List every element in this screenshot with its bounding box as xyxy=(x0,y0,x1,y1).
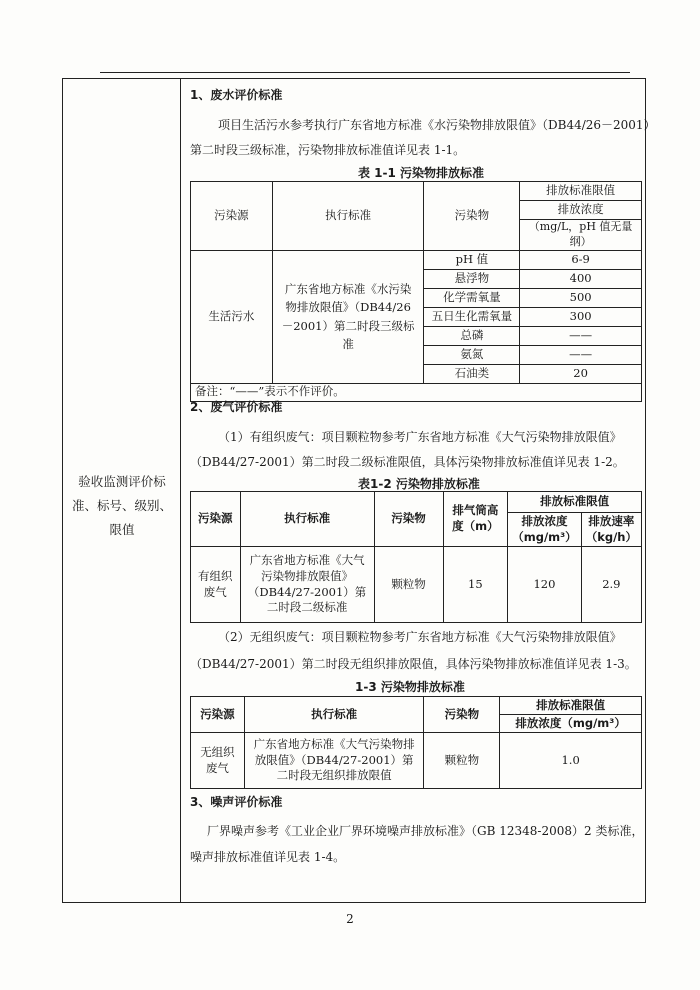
table-cell-standard: 广东省地方标准《大气污染物排放限值》（DB44/27-2001）第二时段二级标准 xyxy=(240,547,374,623)
header-rule xyxy=(100,72,630,73)
table-header-standard: 执行标准 xyxy=(244,697,424,733)
table-cell-value: 6-9 xyxy=(520,250,642,269)
table-header-stack-height: 排气筒高度（m） xyxy=(443,492,508,547)
table-cell-pollutant: 颗粒物 xyxy=(374,547,443,623)
section-2-paragraph-line4: （DB44/27-2001）第二时段无组织排放限值，具体污染物排放标准值详见表 1-3。 xyxy=(190,657,637,671)
table-header-source: 污染源 xyxy=(191,697,245,733)
table-header-concentration: 排放浓度（mg/m³） xyxy=(508,513,581,547)
section-3-paragraph-line2: 噪声排放标准值详见表 1-4。 xyxy=(190,850,346,864)
table-cell-source: 有组织废气 xyxy=(191,547,241,623)
table-1-3-caption: 1-3 污染物排放标准 xyxy=(355,680,465,694)
table-cell-pollutant: 石油类 xyxy=(424,364,520,383)
table-cell-value: 300 xyxy=(520,307,642,326)
table-cell-value: 400 xyxy=(520,269,642,288)
page-number: 2 xyxy=(346,912,354,926)
table-1-1-caption: 表 1-1 污染物排放标准 xyxy=(358,166,485,180)
section-2-heading: 2、废气评价标准 xyxy=(190,400,283,414)
table-cell-pollutant: 五日生化需氧量 xyxy=(424,307,520,326)
table-1-2 xyxy=(190,491,642,623)
table-header-rate: 排放速率（kg/h） xyxy=(581,513,641,547)
table-header-pollutant: 污染物 xyxy=(424,697,500,733)
table-header-unit: （mg/L，pH 值无量纲） xyxy=(520,220,642,251)
table-header-concentration: 排放浓度 xyxy=(520,201,642,220)
table-cell-value: —— xyxy=(520,345,642,364)
section-2-paragraph-line2: （DB44/27-2001）第二时段二级标准限值，具体污染物排放标准值详见表 1-2。 xyxy=(190,455,625,469)
table-header-standard: 执行标准 xyxy=(272,182,424,251)
table-cell-height: 15 xyxy=(443,547,508,623)
table-note: 备注：“——”表示不作评价。 xyxy=(191,383,642,401)
table-header-limit: 排放标准限值 xyxy=(500,697,642,715)
table-header-source: 污染源 xyxy=(191,182,273,251)
table-cell-pollutant: 颗粒物 xyxy=(424,733,500,789)
table-cell-standard: 广东省地方标准《水污染物排放限值》（DB44/26－2001）第二时段三级标准 xyxy=(272,250,424,383)
table-header-limit: 排放标准限值 xyxy=(520,182,642,201)
section-1-paragraph-line1: 项目生活污水参考执行广东省地方标准《水污染物排放限值》（DB44/26－2001） xyxy=(218,118,656,132)
table-header-source: 污染源 xyxy=(191,492,241,547)
row-label: 验收监测评价标准、标号、级别、限值 xyxy=(71,474,172,537)
section-1-paragraph-line2: 第二时段三级标准，污染物排放标准值详见表 1-1。 xyxy=(190,143,466,157)
table-cell-value: —— xyxy=(520,326,642,345)
table-cell-source: 生活污水 xyxy=(191,250,273,383)
table-1-2-caption: 表1-2 污染物排放标准 xyxy=(358,477,480,491)
table-1-1 xyxy=(190,181,642,402)
table-1-3 xyxy=(190,696,642,789)
table-header-pollutant: 污染物 xyxy=(374,492,443,547)
table-cell-concentration: 1.0 xyxy=(500,733,642,789)
table-cell-rate: 2.9 xyxy=(581,547,641,623)
table-cell-pollutant: pH 值 xyxy=(424,250,520,269)
section-2-paragraph-line1: （1）有组织废气：项目颗粒物参考广东省地方标准《大气污染物排放限值》 xyxy=(218,430,622,444)
section-3-heading: 3、噪声评价标准 xyxy=(190,795,283,809)
section-1-heading: 1、废水评价标准 xyxy=(190,88,283,102)
table-cell-concentration: 120 xyxy=(508,547,581,623)
table-cell-value: 20 xyxy=(520,364,642,383)
table-cell-standard: 广东省地方标准《大气污染物排放限值》（DB44/27-2001）第二时段无组织排放限值 xyxy=(244,733,424,789)
table-cell-value: 500 xyxy=(520,288,642,307)
column-divider xyxy=(180,78,181,903)
table-cell-pollutant: 氨氮 xyxy=(424,345,520,364)
table-cell-pollutant: 总磷 xyxy=(424,326,520,345)
table-cell-pollutant: 化学需氧量 xyxy=(424,288,520,307)
table-header-limit: 排放标准限值 xyxy=(508,492,642,513)
table-cell-source: 无组织废气 xyxy=(191,733,245,789)
table-header-concentration: 排放浓度（mg/m³） xyxy=(500,715,642,733)
section-2-paragraph-line3: （2）无组织废气：项目颗粒物参考广东省地方标准《大气污染物排放限值》 xyxy=(218,630,622,644)
table-cell-pollutant: 悬浮物 xyxy=(424,269,520,288)
table-header-pollutant: 污染物 xyxy=(424,182,520,251)
table-header-standard: 执行标准 xyxy=(240,492,374,547)
section-3-paragraph-line1: 厂界噪声参考《工业企业厂界环境噪声排放标准》（GB 12348-2008）2 类标准， xyxy=(207,824,644,838)
